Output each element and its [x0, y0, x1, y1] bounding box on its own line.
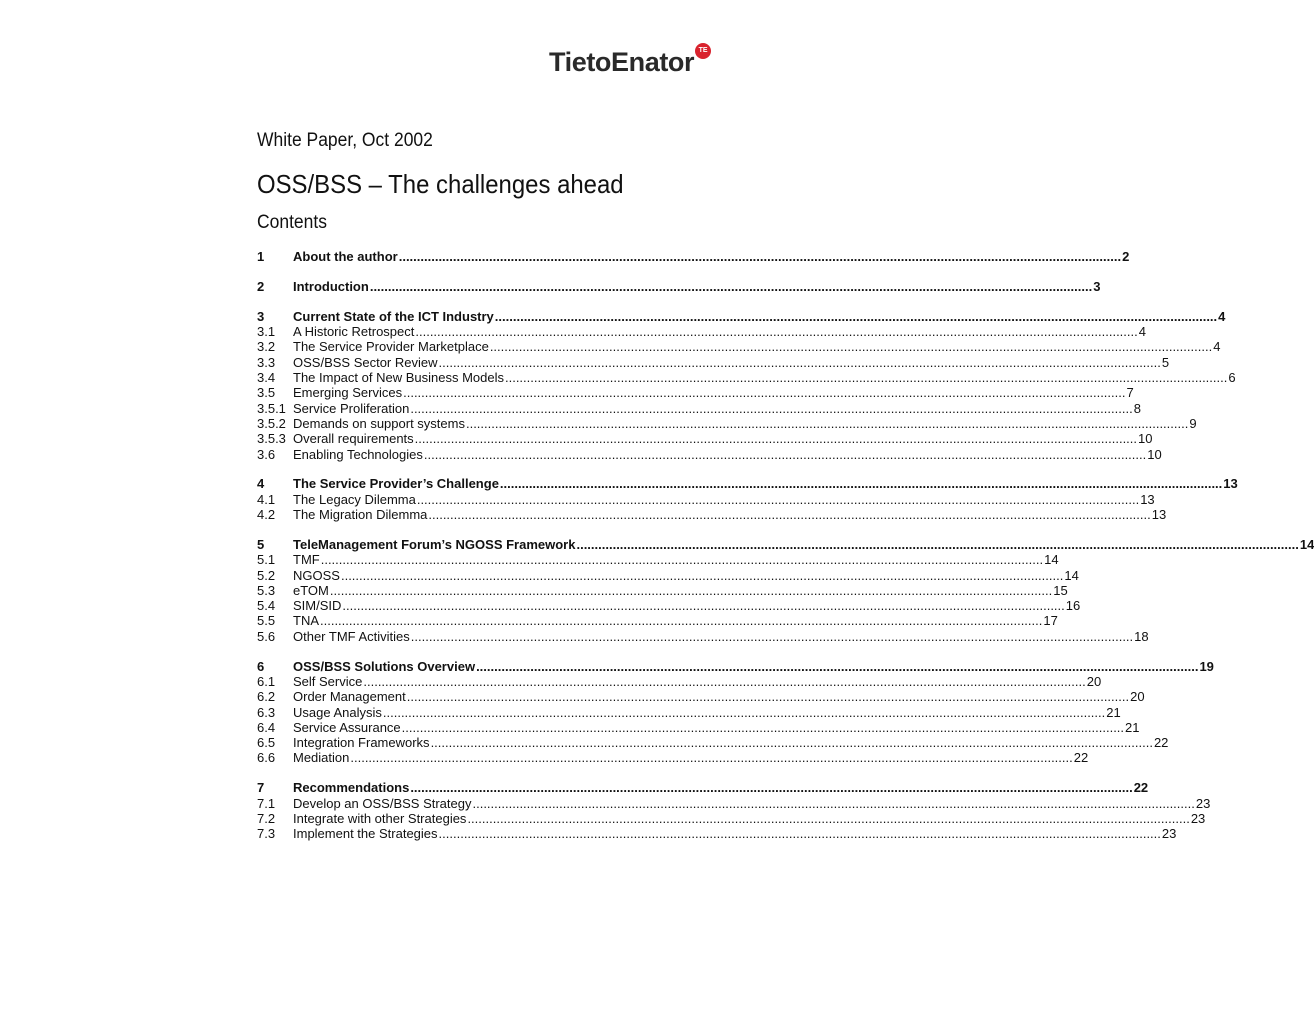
- toc-entry-page-number: 15: [1053, 582, 1068, 598]
- toc-entry-title: Emerging Services: [293, 385, 403, 401]
- toc-dot-leader: ........................................................................................................................................................................................................: [382, 704, 1106, 720]
- toc-entry-page-number: 22: [1153, 735, 1169, 751]
- toc-entry-number: 6.4: [257, 719, 276, 735]
- toc-entry-title: Usage Analysis: [293, 704, 382, 720]
- toc-entry-title: Order Management: [293, 689, 406, 705]
- toc-entry-page-number: 22: [1133, 780, 1149, 796]
- page-title: OSS/BSS – The challenges ahead: [257, 169, 624, 199]
- toc-entry-title: The Legacy Dilemma: [293, 491, 416, 507]
- toc-entry-title: Implement the Strategies: [293, 826, 438, 842]
- toc-dot-leader: ........................................................................................................................................................................................................: [410, 400, 1133, 416]
- toc-entry[interactable]: [257, 750, 1089, 766]
- toc-entry-page-number: 18: [1134, 628, 1149, 644]
- toc-entry-title: About the author: [293, 249, 398, 264]
- toc-entry-title: Overall requirements: [293, 431, 414, 447]
- contents-heading: Contents: [257, 212, 327, 233]
- toc-entry-number: 5.2: [257, 567, 276, 583]
- toc-entry-number: 3.5.2: [257, 415, 286, 431]
- toc-entry-title: TNA: [293, 613, 319, 629]
- toc-entry-page-number: 20: [1086, 673, 1102, 689]
- toc-entry-title: Integration Frameworks: [293, 735, 430, 751]
- toc-entry-page-number: 9: [1189, 415, 1197, 431]
- toc-entry-title: The Service Provider’s Challenge: [293, 476, 499, 492]
- toc-dot-leader: ........................................................................................................................................................................................................: [438, 354, 1161, 370]
- logo-wordmark: TietoEnator: [549, 47, 695, 77]
- toc-entry-title: Self Service: [293, 673, 363, 689]
- toc-entry-title: Service Proliferation: [293, 400, 410, 416]
- toc-entry-title: Recommendations: [293, 780, 410, 796]
- toc-entry-title: Other TMF Activities: [293, 628, 410, 644]
- toc-entry-title: OSS/BSS Sector Review: [293, 354, 438, 370]
- toc-entry-number: 5.6: [257, 628, 276, 644]
- toc-entry-page-number: 23: [1161, 826, 1177, 842]
- toc-entry[interactable]: [257, 446, 1162, 463]
- toc-entry-number: 2: [257, 278, 265, 294]
- toc-entry-page-number: 6: [1228, 370, 1236, 385]
- toc-entry[interactable]: [257, 400, 1141, 417]
- toc-entry[interactable]: [257, 385, 1134, 401]
- toc-dot-leader: ........................................................................................................................................................................................................: [320, 613, 1043, 629]
- toc-entry-title: The Migration Dilemma: [293, 507, 428, 522]
- toc-entry-number: 5.5: [257, 613, 276, 629]
- toc-entry-page-number: 21: [1106, 704, 1121, 720]
- toc-entry-title: Enabling Technologies: [293, 446, 423, 462]
- toc-entry-page-number: 13: [1223, 476, 1238, 492]
- toc-entry-page-number: 17: [1043, 613, 1058, 629]
- toc-dot-leader: ........................................................................................................................................................................................................: [320, 552, 1044, 568]
- toc-entry[interactable]: [257, 658, 1214, 675]
- toc-entry-number: 1: [257, 249, 265, 264]
- toc-entry-number: 6.3: [257, 704, 276, 720]
- toc-entry-title: Introduction: [293, 278, 369, 294]
- toc-entry[interactable]: [257, 507, 1167, 523]
- toc-entry-title: The Service Provider Marketplace: [293, 339, 489, 355]
- toc-dot-leader: ........................................................................................................................................................................................................: [504, 370, 1228, 385]
- toc-entry[interactable]: [257, 536, 1314, 553]
- toc-entry-number: 4.2: [257, 507, 276, 522]
- toc-entry[interactable]: [257, 278, 1101, 295]
- toc-entry[interactable]: [257, 354, 1170, 371]
- toc-entry-number: 7.1: [257, 795, 276, 811]
- toc-entry[interactable]: [257, 370, 1236, 386]
- toc-entry[interactable]: [257, 826, 1177, 842]
- toc-entry-number: 7.3: [257, 826, 276, 842]
- toc-dot-leader: ........................................................................................................................................................................................................: [472, 795, 1195, 811]
- toc-entry[interactable]: [257, 628, 1149, 645]
- toc-dot-leader: ........................................................................................................................................................................................................: [406, 689, 1130, 705]
- toc-entry-number: 7.2: [257, 810, 276, 826]
- toc-entry-page-number: 14: [1064, 567, 1079, 583]
- toc-entry-number: 6.1: [257, 673, 276, 689]
- toc-dot-leader: ........................................................................................................................................................................................................: [415, 324, 1138, 340]
- toc-dot-leader: ........................................................................................................................................................................................................: [410, 780, 1133, 796]
- toc-entry-page-number: 21: [1125, 719, 1140, 735]
- toc-dot-leader: ........................................................................................................................................................................................................: [576, 536, 1299, 552]
- toc-dot-leader: ........................................................................................................................................................................................................: [476, 658, 1199, 674]
- toc-entry-page-number: 13: [1140, 491, 1155, 507]
- toc-dot-leader: ........................................................................................................................................................................................................: [414, 431, 1138, 447]
- toc-entry-number: 7: [257, 780, 265, 796]
- toc-dot-leader: ........................................................................................................................................................................................................: [403, 385, 1126, 401]
- toc-entry-title: Current State of the ICT Industry: [293, 308, 494, 324]
- toc-dot-leader: ........................................................................................................................................................................................................: [489, 339, 1213, 355]
- toc-entry-page-number: 10: [1147, 446, 1162, 462]
- toc-entry[interactable]: [257, 324, 1146, 340]
- toc-entry[interactable]: [257, 689, 1145, 705]
- toc-entry-page-number: 22: [1073, 750, 1089, 766]
- toc-entry-number: 3.5.1: [257, 400, 286, 416]
- toc-entry[interactable]: [257, 552, 1059, 568]
- toc-entry-number: 3.3: [257, 354, 276, 370]
- toc-entry-page-number: 2: [1122, 249, 1130, 264]
- toc-entry[interactable]: [257, 810, 1206, 827]
- toc-dot-leader: ........................................................................................................................................................................................................: [438, 826, 1161, 842]
- toc-entry-page-number: 16: [1065, 598, 1081, 614]
- toc-entry-page-number: 10: [1138, 431, 1153, 447]
- toc-entry-page-number: 14: [1044, 552, 1059, 568]
- toc-entry-page-number: 19: [1199, 658, 1214, 674]
- toc-entry[interactable]: [257, 308, 1226, 325]
- toc-dot-leader: ........................................................................................................................................................................................................: [401, 719, 1125, 735]
- toc-entry-title: TeleManagement Forum’s NGOSS Framework: [293, 536, 576, 552]
- toc-entry-number: 5: [257, 536, 265, 552]
- toc-entry[interactable]: [257, 582, 1068, 599]
- toc-entry[interactable]: [257, 415, 1197, 432]
- toc-entry[interactable]: [257, 567, 1079, 584]
- toc-entry-title: Mediation: [293, 750, 350, 766]
- toc-entry[interactable]: [257, 613, 1058, 629]
- toc-entry-title: OSS/BSS Solutions Overview: [293, 658, 476, 674]
- toc-dot-leader: ........................................................................................................................................................................................................: [499, 476, 1223, 492]
- toc-entry-page-number: 14: [1299, 536, 1314, 552]
- toc-entry-number: 5.1: [257, 552, 276, 568]
- toc-entry-number: 6: [257, 658, 265, 674]
- toc-entry-title: Demands on support systems: [293, 415, 465, 431]
- toc-entry[interactable]: [257, 704, 1121, 721]
- toc-dot-leader: ........................................................................................................................................................................................................: [428, 507, 1151, 522]
- toc-entry-number: 6.6: [257, 750, 276, 766]
- toc-entry[interactable]: [257, 673, 1102, 690]
- toc-entry[interactable]: [257, 780, 1149, 796]
- toc-entry[interactable]: [257, 491, 1155, 508]
- toc-entry[interactable]: [257, 735, 1169, 751]
- toc-dot-leader: ........................................................................................................................................................................................................: [363, 673, 1086, 689]
- toc-dot-leader: ........................................................................................................................................................................................................: [342, 598, 1065, 614]
- toc-entry-page-number: 5: [1161, 354, 1170, 370]
- toc-entry-number: 5.3: [257, 582, 276, 598]
- toc-entry-page-number: 23: [1190, 810, 1206, 826]
- toc-entry-title: TMF: [293, 552, 320, 568]
- toc-dot-leader: ........................................................................................................................................................................................................: [416, 491, 1140, 507]
- toc-dot-leader: ........................................................................................................................................................................................................: [423, 446, 1147, 462]
- toc-entry[interactable]: [257, 339, 1221, 355]
- toc-dot-leader: ........................................................................................................................................................................................................: [494, 308, 1218, 324]
- toc-dot-leader: ........................................................................................................................................................................................................: [329, 582, 1053, 598]
- toc-entry[interactable]: [257, 249, 1130, 265]
- toc-dot-leader: ........................................................................................................................................................................................................: [430, 735, 1153, 751]
- toc-entry-number: 6.5: [257, 735, 276, 751]
- toc-dot-leader: ........................................................................................................................................................................................................: [410, 628, 1134, 644]
- toc-entry-number: 3.5: [257, 385, 276, 401]
- document-subtitle: White Paper, Oct 2002: [257, 130, 433, 151]
- toc-entry[interactable]: [257, 795, 1211, 812]
- toc-entry-number: 4.1: [257, 491, 276, 507]
- toc-entry-title: Service Assurance: [293, 719, 401, 735]
- toc-entry-title: Integrate with other Strategies: [293, 810, 467, 826]
- toc-entry-page-number: 4: [1138, 324, 1146, 340]
- toc-entry-title: A Historic Retrospect: [293, 324, 415, 340]
- toc-dot-leader: ........................................................................................................................................................................................................: [340, 567, 1064, 583]
- toc-dot-leader: ........................................................................................................................................................................................................: [350, 750, 1073, 766]
- logo-badge-icon: TE: [695, 43, 711, 59]
- toc-entry-title: eTOM: [293, 582, 329, 598]
- toc-entry-title: NGOSS: [293, 567, 340, 583]
- toc-entry-number: 3.1: [257, 324, 276, 340]
- toc-entry-page-number: 4: [1213, 339, 1221, 355]
- toc-entry-page-number: 8: [1133, 400, 1141, 416]
- company-logo: [549, 42, 711, 82]
- toc-dot-leader: ........................................................................................................................................................................................................: [467, 810, 1190, 826]
- toc-entry-number: 3.2: [257, 339, 276, 355]
- toc-entry-page-number: 7: [1126, 385, 1134, 401]
- toc-entry-title: SIM/SID: [293, 598, 342, 614]
- toc-entry-title: Develop an OSS/BSS Strategy: [293, 795, 472, 811]
- toc-entry-page-number: 23: [1195, 795, 1211, 811]
- toc-dot-leader: ........................................................................................................................................................................................................: [369, 278, 1093, 294]
- toc-entry-number: 3.5.3: [257, 431, 286, 447]
- toc-entry[interactable]: [257, 476, 1238, 492]
- toc-entry-number: 4: [257, 476, 265, 492]
- toc-entry-page-number: 3: [1093, 278, 1101, 294]
- toc-entry[interactable]: [257, 598, 1081, 614]
- toc-entry-page-number: 4: [1218, 308, 1226, 324]
- toc-entry-number: 6.2: [257, 689, 276, 705]
- toc-entry[interactable]: [257, 719, 1140, 736]
- toc-entry-number: 5.4: [257, 598, 276, 614]
- toc-entry[interactable]: [257, 431, 1153, 447]
- toc-dot-leader: ........................................................................................................................................................................................................: [465, 415, 1189, 431]
- toc-entry-page-number: 13: [1151, 507, 1167, 522]
- toc-entry-page-number: 20: [1130, 689, 1145, 705]
- toc-entry-number: 3.4: [257, 370, 276, 385]
- toc-entry-title: The Impact of New Business Models: [293, 370, 504, 385]
- toc-entry-number: 3.6: [257, 446, 276, 462]
- toc-dot-leader: ........................................................................................................................................................................................................: [398, 249, 1122, 264]
- toc-entry-number: 3: [257, 308, 265, 324]
